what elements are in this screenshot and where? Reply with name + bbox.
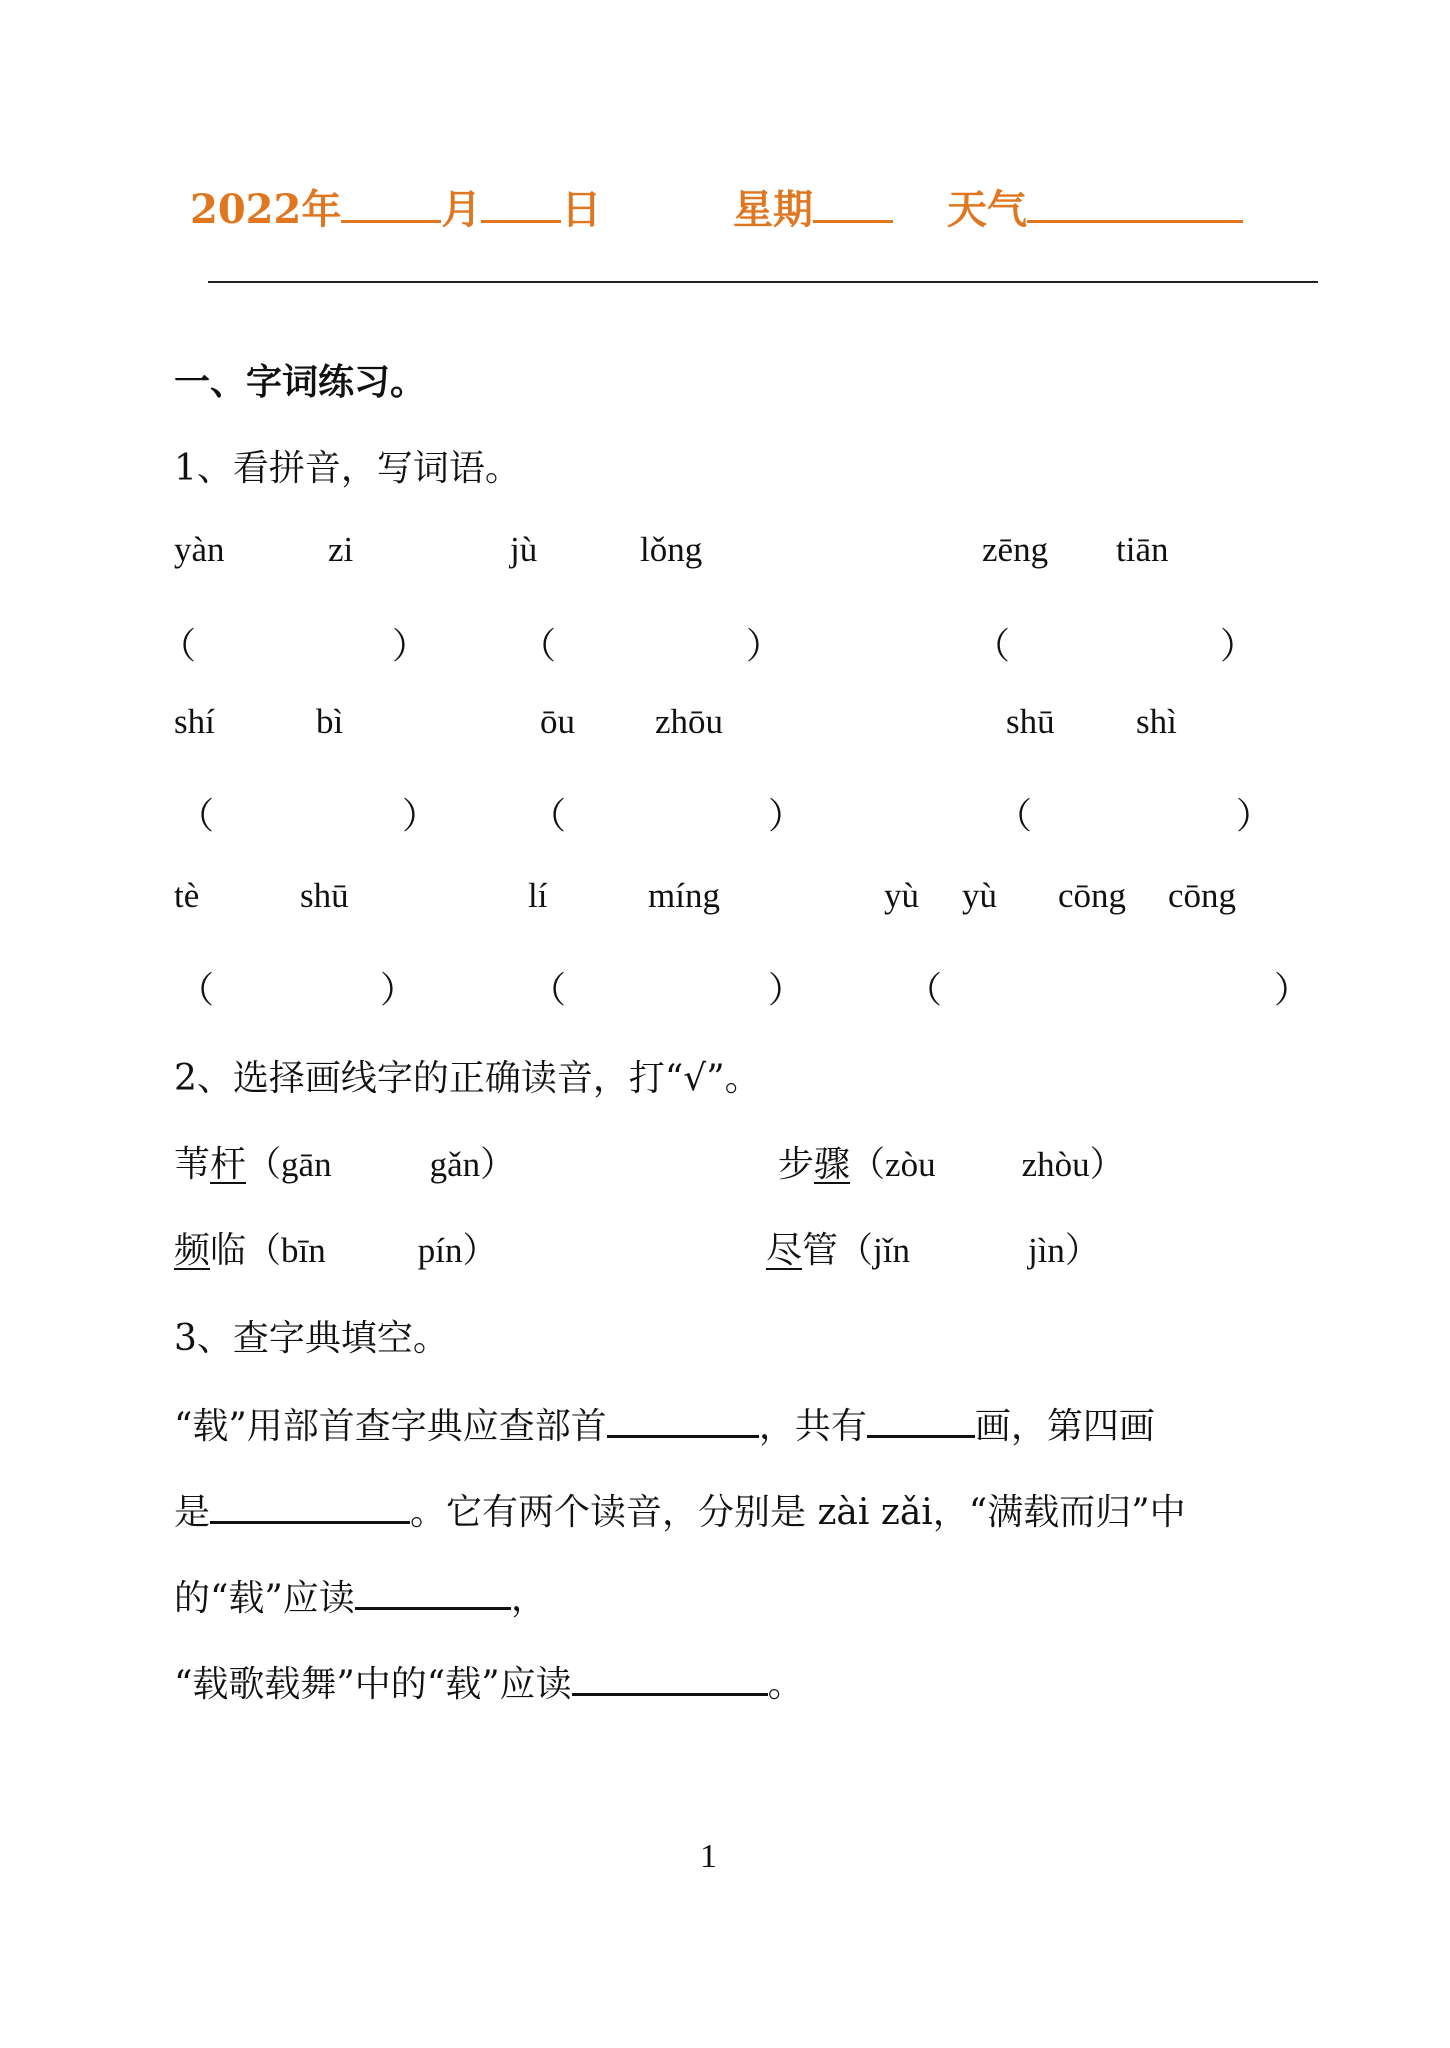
answer-open: （	[974, 626, 1011, 667]
answer-open: （	[160, 626, 197, 667]
answer-close: ）	[1220, 626, 1257, 667]
pinyin: lí	[528, 876, 548, 915]
pinyin: jù	[510, 530, 538, 569]
q3-text: 是	[174, 1492, 211, 1533]
q3-text: 画，第四画	[974, 1406, 1155, 1447]
option-1[interactable]: （zòu	[850, 1145, 936, 1184]
pinyin: zhōu	[655, 702, 724, 741]
pinyin: shū	[300, 876, 349, 915]
day-label: 日	[561, 186, 602, 233]
pinyin: shì	[1136, 702, 1177, 741]
weather-blank[interactable]	[1027, 182, 1243, 223]
answer-open: （	[906, 970, 943, 1011]
month-label: 月	[441, 186, 482, 233]
answer-close: ）	[380, 970, 417, 1011]
word-char: 管	[802, 1230, 839, 1271]
section-title: 一、字词练习。	[174, 361, 427, 403]
q3-line	[174, 1570, 547, 1621]
answer-open: （	[530, 796, 567, 837]
reading-blank-2[interactable]	[572, 1657, 768, 1696]
weekday-label: 星期	[733, 186, 813, 233]
answer-open: （	[520, 626, 557, 667]
day-blank[interactable]	[481, 182, 561, 223]
pinyin: ōu	[540, 702, 575, 741]
answer-close: ）	[768, 796, 805, 837]
pinyin: tè	[174, 876, 200, 915]
year-label: 2022年	[190, 186, 342, 233]
pinyin: zēng	[982, 530, 1049, 569]
answer-open: （	[178, 970, 215, 1011]
header-divider	[208, 281, 1318, 283]
option-2[interactable]: gǎn）	[429, 1145, 516, 1184]
underlined-char: 杆	[210, 1144, 247, 1185]
pinyin: shí	[174, 702, 215, 741]
q2-title: 2、选择画线字的正确读音，打“√”。	[174, 1058, 761, 1099]
q2-item	[174, 1136, 515, 1187]
radical-blank[interactable]	[607, 1399, 759, 1438]
option-1[interactable]: （bīn	[246, 1231, 326, 1270]
q3-line	[174, 1656, 804, 1707]
underlined-char: 频	[174, 1230, 211, 1271]
q3-text: 。	[767, 1664, 804, 1705]
month-blank[interactable]	[341, 182, 441, 223]
pinyin: yù	[884, 876, 919, 915]
pinyin: shū	[1006, 702, 1055, 741]
answer-close: ）	[1274, 970, 1311, 1011]
answer-open: （	[530, 970, 567, 1011]
date-header	[190, 178, 601, 235]
q3-text: “载”用部首查字典应查部首	[174, 1406, 607, 1447]
underlined-char: 尽	[766, 1230, 803, 1271]
reading-blank-1[interactable]	[355, 1571, 511, 1610]
q3-title: 3、查字典填空。	[174, 1318, 449, 1359]
answer-open: （	[996, 796, 1033, 837]
weekday-field	[733, 178, 893, 235]
page-number: 1	[700, 1838, 717, 1875]
weekday-blank[interactable]	[813, 182, 893, 223]
q3-line	[174, 1484, 1186, 1535]
fourth-stroke-blank[interactable]	[210, 1485, 410, 1524]
pinyin: cōng	[1168, 876, 1237, 915]
word-char: 苇	[174, 1144, 211, 1185]
q3-text: 。它有两个读音，分别是 zài zǎi，“满载而归”中	[410, 1492, 1186, 1533]
weather-label: 天气	[947, 186, 1027, 233]
pinyin: míng	[648, 876, 720, 915]
option-2[interactable]: pín）	[417, 1231, 498, 1270]
q3-text: ，共有	[758, 1406, 867, 1447]
pinyin: lǒng	[640, 530, 703, 569]
option-2[interactable]: jìn）	[1027, 1231, 1100, 1270]
pinyin: yù	[962, 876, 997, 915]
word-char: 步	[778, 1144, 815, 1185]
q3-text: ，	[510, 1578, 547, 1619]
answer-close: ）	[392, 626, 429, 667]
pinyin: tiān	[1116, 530, 1169, 569]
pinyin: yàn	[174, 530, 225, 569]
pinyin: cōng	[1058, 876, 1127, 915]
answer-close: ）	[402, 796, 439, 837]
option-1[interactable]: （gān	[246, 1145, 332, 1184]
q2-item	[766, 1222, 1100, 1273]
word-char: 临	[210, 1230, 247, 1271]
q3-text: 的“载”应读	[174, 1578, 355, 1619]
pinyin: bì	[316, 702, 344, 741]
answer-close: ）	[1236, 796, 1273, 837]
answer-open: （	[178, 796, 215, 837]
option-1[interactable]: （jǐn	[838, 1231, 910, 1270]
q3-line	[174, 1398, 1155, 1449]
stroke-count-blank[interactable]	[867, 1399, 975, 1438]
underlined-char: 骤	[814, 1144, 851, 1185]
answer-close: ）	[746, 626, 783, 667]
pinyin: zi	[328, 530, 354, 569]
q2-item	[778, 1136, 1125, 1187]
weather-field	[947, 178, 1243, 235]
answer-close: ）	[768, 970, 805, 1011]
option-2[interactable]: zhòu）	[1021, 1145, 1125, 1184]
q2-item	[174, 1222, 498, 1273]
q3-text: “载歌载舞”中的“载”应读	[174, 1664, 572, 1705]
q1-title: 1、看拼音，写词语。	[174, 448, 521, 489]
